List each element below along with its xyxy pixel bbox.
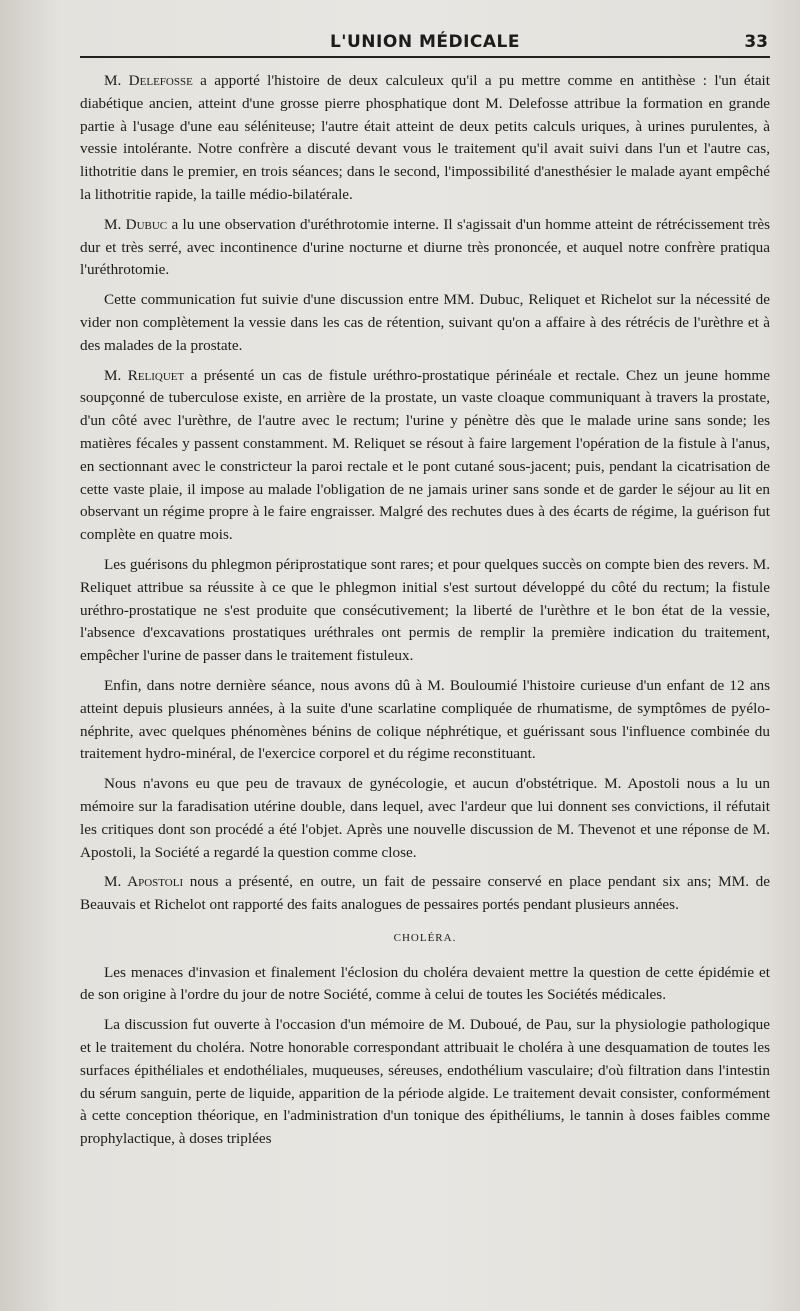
paragraph-text: La discussion fut ouverte à l'occasion d'un mémoire de M. Duboué, de Pau, sur la physiologie pathologique et le traitement du choléra. Notre honorable correspondant attribuait le choléra à une desquamation de toutes les surfaces épithéliales et endothéliales, muqueuses, séreuses, endothélium vasculaire; d'où filtration dans l'intestin du sérum sanguin, perte de liquide, apparition de la période algide. Le traitement devait consister, conformément à cette conception théorique, en l'administration d'un tonique des épithéliums, le tannin à doses faibles comme prophylactique, à doses triplées (80, 1016, 770, 1148)
paragraph-text: Les menaces d'invasion et finalement l'éclosion du choléra devaient mettre la question de cette épidémie et de son origine à l'ordre du jour de notre Société, comme à celui de toutes les Sociétés médicales. (80, 963, 770, 1004)
body-text (80, 70, 770, 1151)
paragraph-lead: M. Reliquet (104, 366, 185, 384)
paragraph-text: a apporté l'histoire de deux calculeux qu'il a pu mettre comme en antithèse : l'un était diabétique ancien, atteint d'une grosse pierre phosphatique dont M. Delefosse attribue la formation en grande partie à l'usage d'une eau séléniteuse; l'autre était atteint de deux petits calculs uriques, à urines purulentes, à vessie intolérante. Notre confrère a discuté devant vous le traitement qu'il avait suivi dans l'un et l'autre cas, lithotritie dans le premier, en trois séances; dans le second, l'impossibilité d'anesthésier le malade ayant empêché la lithotritie rapide, la taille médio-bilatérale. (80, 72, 770, 203)
paragraph (80, 675, 770, 766)
paragraph-lead: M. Delefosse (104, 72, 193, 89)
section-heading: CHOLÉRA. (393, 931, 457, 944)
paragraph (80, 962, 770, 1008)
paragraph-text: Enfin, dans notre dernière séance, nous avons dû à M. Bouloumié l'histoire curieuse d'un enfant de 12 ans atteint depuis plusieurs années, à la suite d'une scarlatine compliquée de rhumatisme, de symptômes de pyélo-néphrite, avec quelques phénomènes bénins de colique néphrétique, et guérissant sous l'influence combinée du traitement hydro-minéral, de l'exercice corporel et du régime reconstituant. (80, 676, 770, 763)
page-header (80, 30, 770, 58)
paragraph-text: a présenté un cas de fistule uréthro-prostatique périnéale et rectale. Chez un jeune homme soupçonné de tuberculose existe, en arrière de la prostate, un vaste cloaque communiquant à travers la prostate, d'un côté avec l'urèthre, de l'autre avec le rectum; l'urine y pénètre dès que le malade urine sans sonde; les matières fécales y passent constamment. M. Reliquet se résout à faire largement l'opération de la fistule à l'anus, en sectionnant avec le constricteur la paroi rectale et le pont cutané sous-jacent; puis, pendant la cicatrisation de cette vaste plaie, il impose au malade l'obligation de ne jamais uriner sans sonde et de garder le séjour au lit en observant un régime propre à le faire engraisser. Malgré des rechutes dues à des écarts de régime, la guérison fut complète en quatre mois. (80, 366, 770, 544)
paragraph (80, 554, 770, 668)
paragraph (80, 1014, 770, 1151)
paragraph (80, 214, 770, 282)
paragraph (80, 773, 770, 864)
paragraph-text: Les guérisons du phlegmon périprostatique sont rares; et pour quelques succès on compte bien des revers. M. Reliquet attribue sa réussite à ce que le phlegmon initial s'est surtout développé du côté du rectum; la fistule uréthro-prostatique ne s'est produite que consécutivement; la liberté de l'urèthre et le bon état de la vessie, l'absence d'excavations prostatiques uréthrales ont permis de remplir la première indication du traitement, empêcher l'urine de passer dans le traitement fistuleux. (80, 555, 770, 665)
paragraph (80, 70, 770, 207)
paragraph-lead: M. Apostoli (104, 873, 184, 891)
paragraph (80, 365, 770, 547)
running-title: L'UNION MÉDICALE (329, 32, 521, 52)
paragraph-text: Cette communication fut suivie d'une discussion entre MM. Dubuc, Reliquet et Richelot sur la nécessité de vider non complètement la vessie dans les cas de rétention, suivant qu'on a affaire à des rétrécis de l'urèthre et à des malades de la prostate. (80, 291, 770, 354)
paragraph-lead: M. Dubuc (104, 215, 168, 233)
paragraph-text: nous a présenté, en outre, un fait de pessaire conservé en place pendant six ans; MM. de Beauvais et Richelot ont rapporté des faits analogues de pessaires portés pendant plusieurs années. (80, 873, 770, 914)
paragraph (80, 289, 770, 357)
paragraph-text: Nous n'avons eu que peu de travaux de gynécologie, et aucun d'obstétrique. M. Apostoli nous a lu un mémoire sur la faradisation utérine double, dans lequel, avec l'ardeur que lui donnent ses convictions, il réfutait les critiques dont son procédé a été l'objet. Après une nouvelle discussion de M. Thevenot et une réponse de M. Apostoli, la Société a regardé la question comme close. (80, 775, 770, 861)
paragraph-text: a lu une observation d'uréthrotomie interne. Il s'agissait d'un homme atteint de rétrécissement très dur et très serré, avec incontinence d'urine nocturne et diurne très prononcée, et auquel notre confrère pratiqua l'uréthrotomie. (80, 215, 770, 279)
page-number: 33 (744, 32, 768, 52)
paragraph (80, 871, 770, 917)
